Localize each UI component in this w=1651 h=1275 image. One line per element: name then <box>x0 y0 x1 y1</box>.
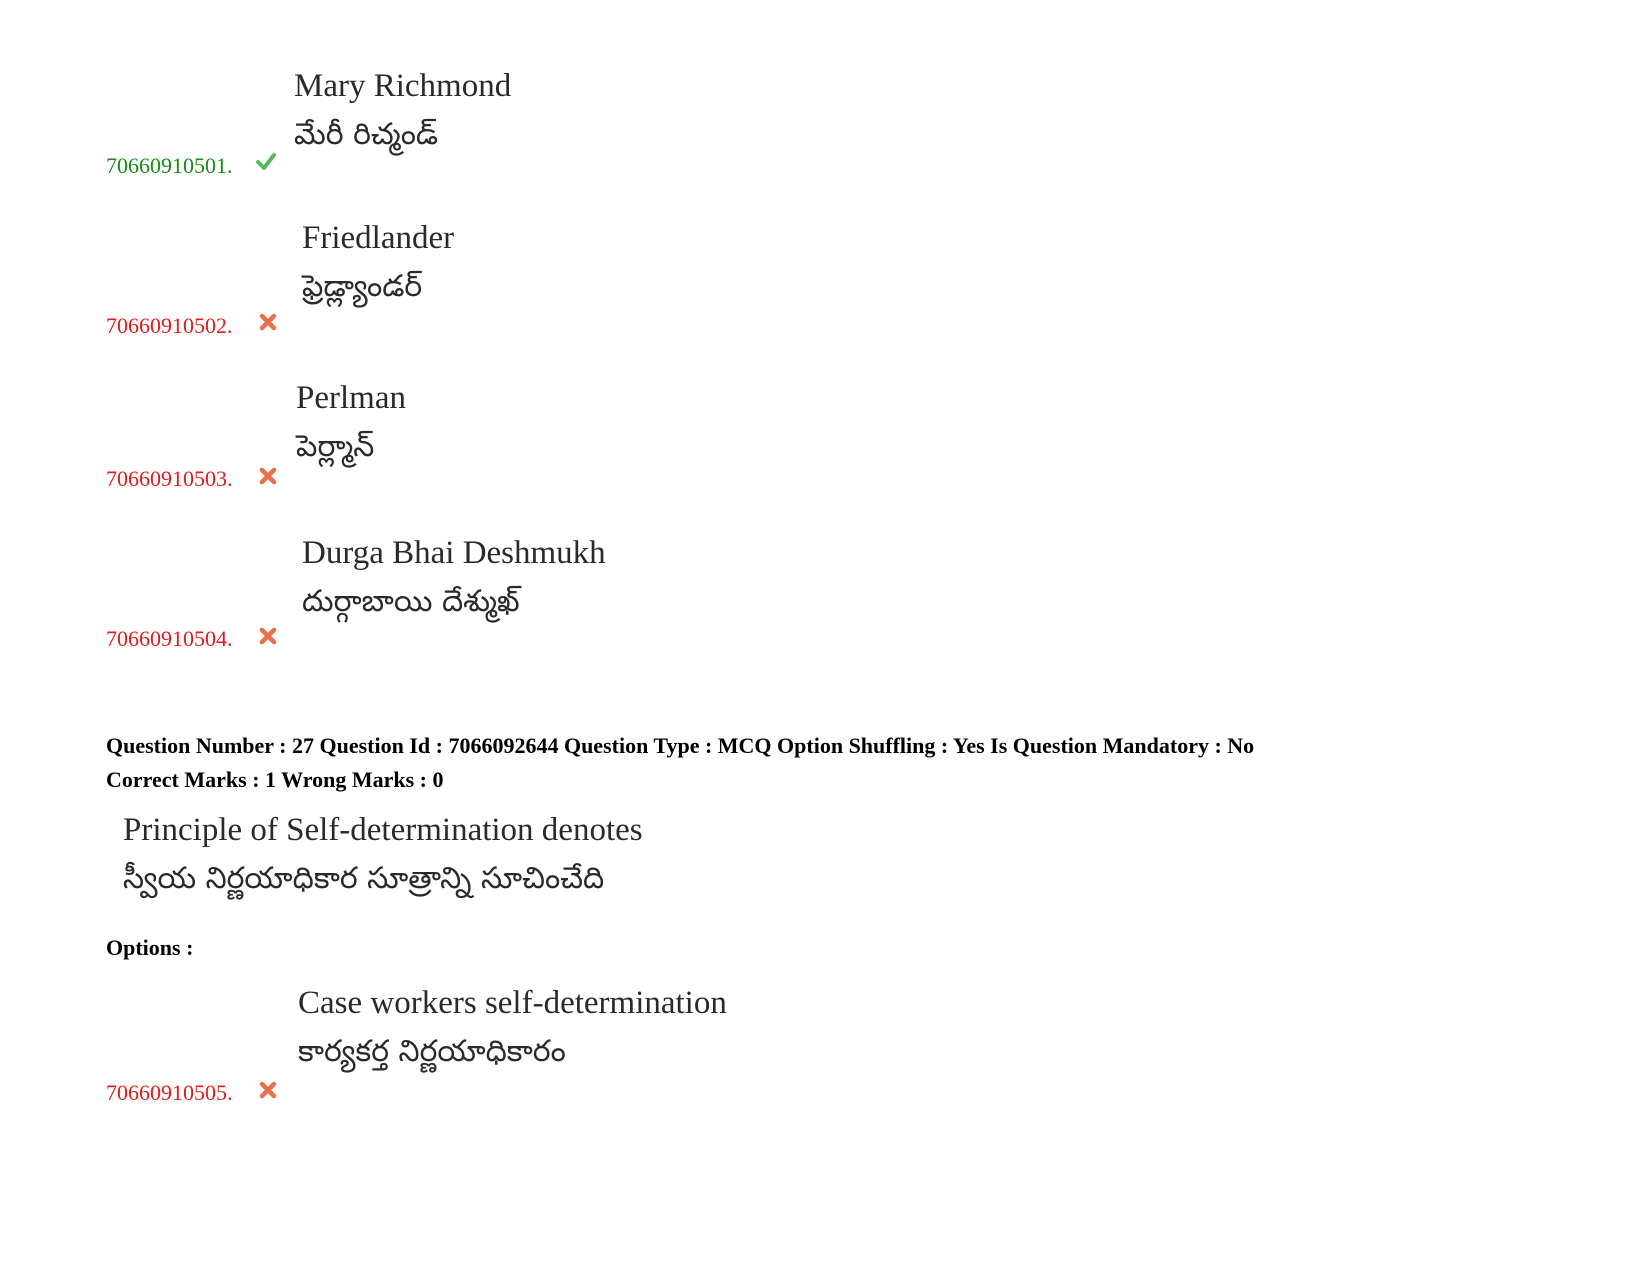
option-text <box>296 378 406 476</box>
cross-icon <box>258 626 278 646</box>
option-text <box>294 66 511 164</box>
cross-icon <box>258 466 278 486</box>
option-id: 70660910505. <box>106 1080 233 1105</box>
question-text <box>123 810 643 908</box>
question-meta-line2: Correct Marks : 1 Wrong Marks : 0 <box>106 767 444 792</box>
check-icon <box>256 151 276 171</box>
option-text-en: Friedlander <box>302 220 455 256</box>
options-label: Options : <box>106 935 194 960</box>
option-text-te: దుర్గాబాయి దేశ్ముఖ్ <box>302 584 520 619</box>
option-id: 70660910501. <box>106 153 233 178</box>
option-id: 70660910502. <box>106 313 233 338</box>
option-id: 70660910503. <box>106 466 233 491</box>
option-text-en: Perlman <box>296 380 406 416</box>
option-text <box>302 218 454 316</box>
option-text-en: Durga Bhai Deshmukh <box>302 535 606 571</box>
cross-icon <box>258 1080 278 1100</box>
option-id: 70660910504. <box>106 626 233 651</box>
option-text-te: మేరీ రిచ్మండ్ <box>294 117 439 152</box>
option-text <box>302 533 606 631</box>
cross-icon <box>258 312 278 332</box>
option-text-te: కార్యకర్త నిర్ణయాధికారం <box>298 1034 566 1069</box>
option-text-te: ఫ్రెడ్ల్యాండర్ <box>302 269 423 304</box>
option-text-en: Case workers self-determination <box>298 985 727 1021</box>
question-text-en: Principle of Self-determination denotes <box>123 812 643 848</box>
question-meta-line1: Question Number : 27 Question Id : 7066092644 Question Type : MCQ Option Shuffling : Yes Is Question Mandatory : No <box>106 733 1255 758</box>
option-text-te: పెర్ల్మాన్ <box>296 429 375 464</box>
question-meta <box>106 729 1254 797</box>
option-text-en: Mary Richmond <box>294 68 512 104</box>
option-text <box>298 983 727 1081</box>
question-text-te: స్వీయ నిర్ణయాధికార సూత్రాన్ని సూచించేది <box>123 861 605 896</box>
